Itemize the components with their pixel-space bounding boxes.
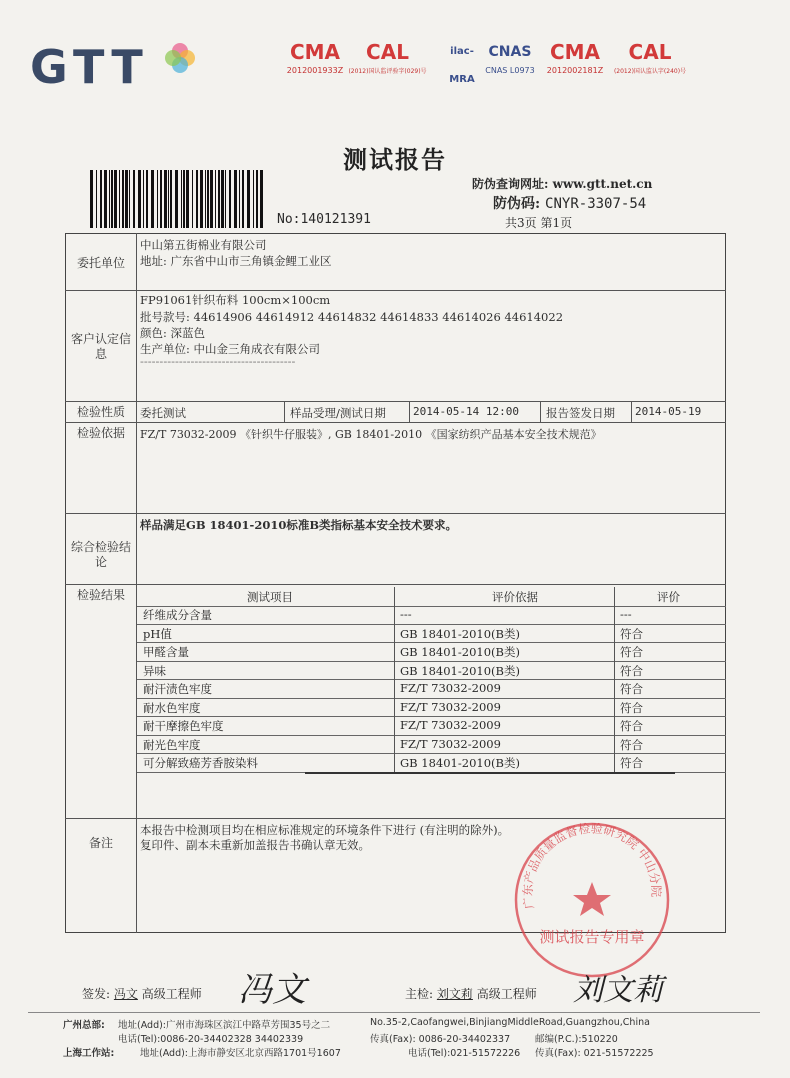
- cma-cert-2: CMA 2012002181Z: [546, 40, 604, 75]
- result-item: 可分解致癌芳香胺染料: [143, 756, 258, 770]
- results-header-basis: 评价依据: [492, 590, 538, 604]
- remark-line: 复印件、副本未重新加盖报告书确认章无效。: [140, 838, 370, 852]
- report-title: 测试报告: [343, 145, 447, 174]
- result-eval: 符合: [620, 663, 643, 678]
- footer-hq-label: 广州总部:: [63, 1020, 105, 1031]
- results-header-row: [137, 587, 726, 607]
- checker: 主检: 刘文莉 高级工程师: [405, 987, 537, 1001]
- table-row: [137, 698, 726, 718]
- client-address: 地址: 广东省中山市三角镇金鲤工业区: [140, 254, 332, 268]
- issuer: 签发: 冯文 高级工程师: [82, 987, 202, 1001]
- result-basis: ---: [400, 607, 412, 621]
- table-row: [137, 624, 726, 644]
- result-eval: 符合: [620, 700, 643, 715]
- customer-info-line: 批号款号: 44614906 44614912 44614832 44614833 44614026 44614022: [140, 310, 564, 324]
- inspection-type: 委托测试: [140, 406, 186, 420]
- results-header-eval: 评价: [657, 590, 680, 604]
- seal-text: 测试报告专用章: [539, 928, 645, 946]
- seal-ring-text: 广东产品质量监督检验研究院 中山分院: [520, 821, 664, 910]
- table-row: [137, 735, 726, 755]
- ilac-mra-cert: ilac-MRA: [449, 46, 475, 85]
- issuer-signature: 冯文: [238, 970, 306, 1010]
- footer-hq-address: 地址(Add):广州市海珠区滨江中路草芳围35号之二: [118, 1020, 331, 1031]
- table-row: [137, 753, 726, 773]
- barcode: [88, 170, 268, 228]
- table-row: [137, 716, 726, 736]
- gtt-flower-icon: [160, 38, 200, 78]
- result-eval: 符合: [620, 626, 643, 641]
- result-basis: FZ/T 73032-2009: [400, 736, 501, 751]
- result-item: 耐水色牢度: [143, 700, 201, 715]
- result-item: pH值: [143, 626, 172, 641]
- result-basis: FZ/T 73032-2009: [400, 681, 501, 695]
- result-eval: ---: [620, 607, 632, 621]
- cal-cert-2: CAL (2012)国认监认字(240)号: [613, 40, 687, 75]
- result-item: 耐光色牢度: [143, 737, 201, 752]
- remarks-label: 备注: [88, 836, 113, 850]
- result-basis: GB 18401-2010(B类): [400, 756, 520, 770]
- result-item: 耐干摩擦色牢度: [143, 719, 224, 733]
- table-row: [137, 661, 726, 681]
- customer-info-line: 颜色: 深蓝色: [140, 326, 206, 340]
- result-basis: FZ/T 73032-2009: [400, 718, 501, 732]
- footer-hq-fax: 传真(Fax): 0086-20-34402337: [370, 1034, 511, 1045]
- customer-info-line: ----------------------------------------: [140, 354, 296, 368]
- issue-date-label: 报告签发日期: [546, 406, 615, 420]
- result-item: 异味: [143, 663, 166, 678]
- footer-hq-address-en: No.35-2,Caofangwei,BinjiangMiddleRoad,Guangzhou,China: [370, 1017, 650, 1028]
- footer-sh-tel: 电话(Tel):021-51572226: [408, 1048, 521, 1059]
- conclusion-label: 综合检验结论: [71, 540, 132, 569]
- customer-info-label: 客户认定信息: [71, 332, 132, 361]
- anti-fake-code: 防伪码: CNYR-3307-54: [493, 196, 647, 212]
- cnas-cert: CNAS CNAS L0973: [485, 44, 535, 75]
- footer-sh-fax: 传真(Fax): 021-51572225: [535, 1048, 654, 1059]
- result-basis: GB 18401-2010(B类): [400, 626, 520, 641]
- footer-hq-tel: 电话(Tel):0086-20-34402328 34402339: [118, 1034, 304, 1045]
- result-eval: 符合: [620, 719, 643, 733]
- report-number: No:140121391: [277, 212, 371, 227]
- result-eval: 符合: [620, 682, 643, 696]
- gtt-logo: GTT: [30, 40, 149, 94]
- result-basis: GB 18401-2010(B类): [400, 663, 520, 678]
- basis-label: 检验依据: [76, 426, 125, 440]
- cma-cert-1: CMA 2012001933Z: [286, 40, 344, 75]
- table-row: [137, 679, 726, 699]
- inspection-type-label: 检验性质: [76, 405, 125, 419]
- result-eval: 符合: [620, 737, 643, 752]
- customer-info-line: FP91061针织布料 100cm×100cm: [140, 293, 331, 307]
- client-label: 委托单位: [76, 256, 125, 270]
- remark-line: 本报告中检测项目均在相应标准规定的环境条件下进行 (有注明的除外)。: [140, 823, 510, 837]
- basis: FZ/T 73032-2009 《针织牛仔服装》, GB 18401-2010 《国家纺织产品基本安全技术规范》: [140, 428, 602, 441]
- results-header-item: 测试项目: [247, 590, 293, 604]
- table-row: [137, 642, 726, 662]
- page-count: 共3页 第1页: [505, 216, 573, 230]
- result-basis: GB 18401-2010(B类): [400, 645, 520, 659]
- footer-sh-address: 地址(Add):上海市静安区北京西路1701号1607: [140, 1048, 341, 1059]
- cal-cert-1: CAL (2012)国认监评验字(029)号: [348, 40, 427, 75]
- checker-signature: 刘文莉: [573, 973, 663, 1008]
- sample-date-label: 样品受理/测试日期: [290, 406, 386, 420]
- anti-fake-site: 防伪查询网址: www.gtt.net.cn: [472, 177, 653, 191]
- customer-info-line: 生产单位: 中山金三角成衣有限公司: [140, 342, 321, 356]
- issue-date: 2014-05-19: [635, 405, 702, 418]
- result-item: 纤维成分含量: [143, 608, 212, 622]
- sample-date: 2014-05-14 12:00: [413, 405, 519, 418]
- client-name: 中山第五街棉业有限公司: [140, 238, 267, 252]
- result-item: 甲醛含量: [143, 645, 189, 659]
- conclusion: 样品满足GB 18401-2010标准B类指标基本安全技术要求。: [140, 518, 458, 532]
- test-report-seal: [512, 820, 672, 980]
- footer-sh-label: 上海工作站:: [63, 1048, 115, 1059]
- footer-hq-postcode: 邮编(P.C.):510220: [535, 1034, 618, 1045]
- result-item: 耐汗渍色牢度: [143, 682, 212, 696]
- result-eval: 符合: [620, 756, 643, 770]
- table-row: [137, 605, 726, 625]
- result-eval: 符合: [620, 645, 643, 659]
- results-label: 检验结果: [76, 588, 125, 602]
- result-basis: FZ/T 73032-2009: [400, 699, 501, 714]
